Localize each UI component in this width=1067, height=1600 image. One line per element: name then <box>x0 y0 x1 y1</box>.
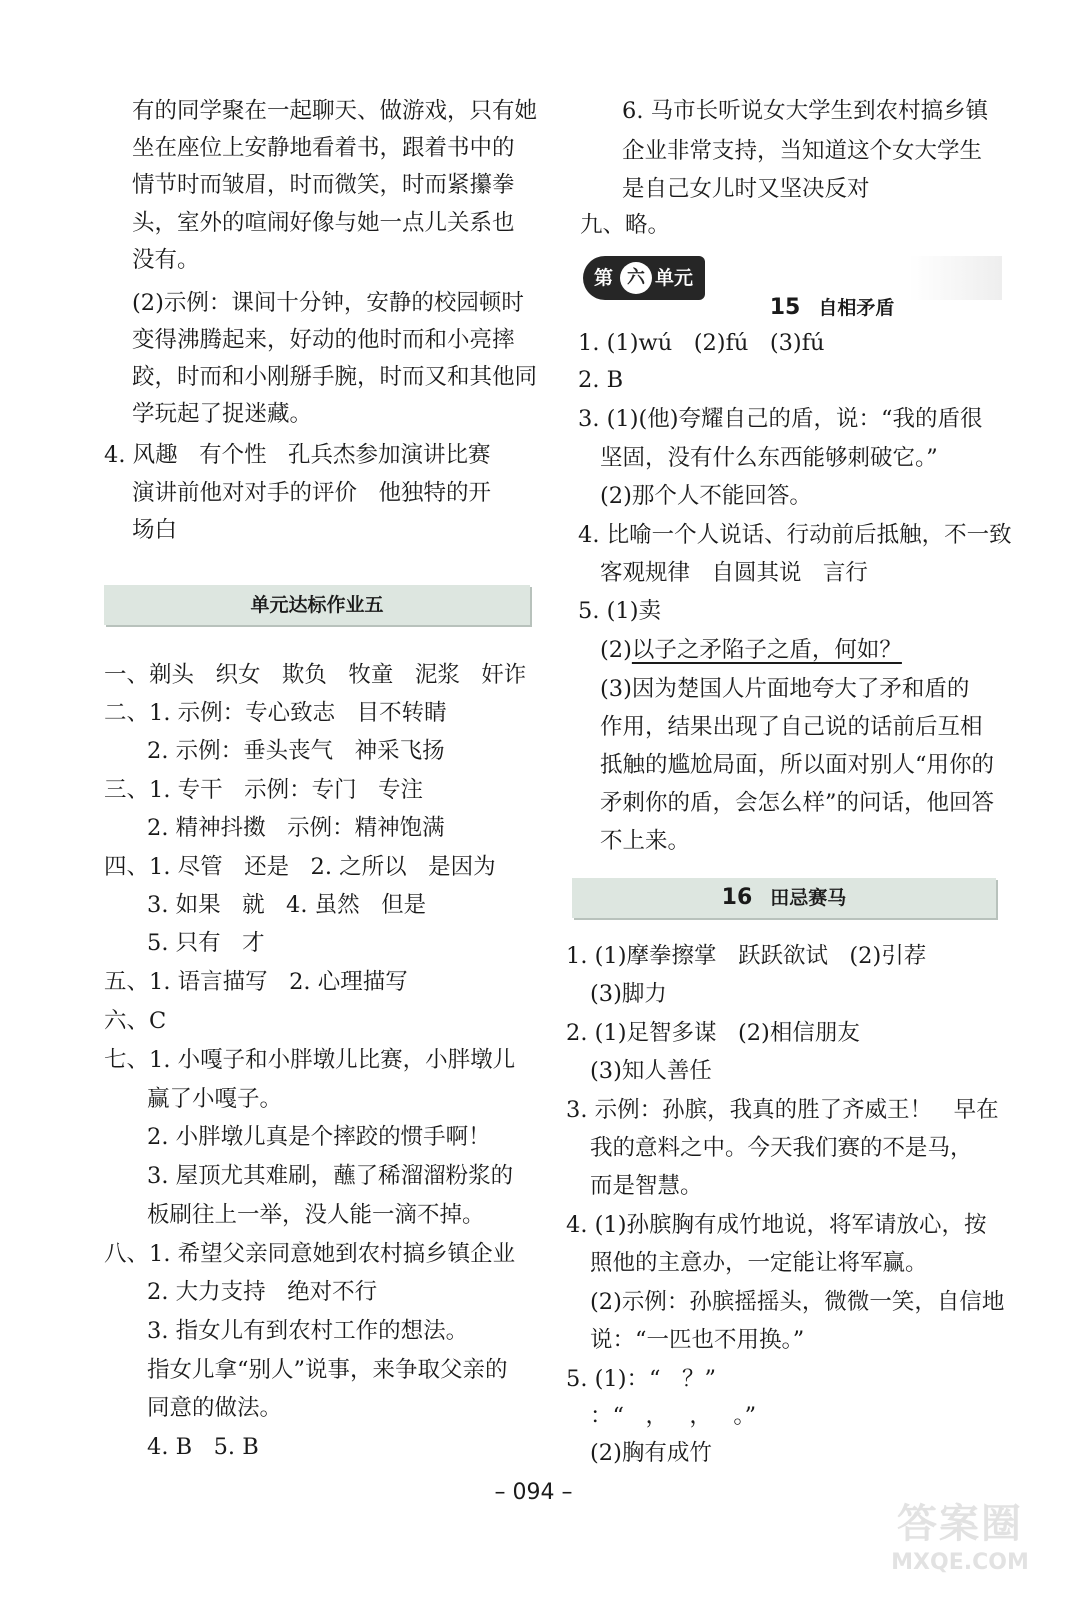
text-line: (3)脚力 <box>590 981 667 1007</box>
lesson-16-title <box>572 883 996 913</box>
answer-5: 5. (1)卖 <box>578 598 661 624</box>
unit-badge <box>583 256 705 300</box>
text-line: 学玩起了捉迷藏。 <box>132 401 313 427</box>
text-line: 演讲前他对对手的评价 他独特的开 <box>132 480 491 506</box>
text-line: 我的意料之中。今天我们赛的不是马， <box>590 1135 973 1161</box>
watermark-sub: MXQE.COM <box>891 1550 1029 1575</box>
answer-7-3: 3. 屋顶尤其难刷，蘸了稀溜溜粉浆的 <box>147 1163 514 1189</box>
answer-4: 四、1. 尽管 还是 2. 之所以 是因为 <box>104 854 496 880</box>
punctuation-line: ：“ ， ， 。” <box>590 1403 757 1429</box>
text-line: 同意的做法。 <box>147 1395 283 1421</box>
unit-number-circle: 六 <box>620 262 652 294</box>
text-line: 矛刺你的盾，会怎么样”的问话，他回答 <box>600 790 995 816</box>
text-line: (3)知人善任 <box>590 1058 712 1084</box>
answer-5-3: (3)因为楚国人片面地夸大了矛和盾的 <box>600 676 970 702</box>
watermark-main: 答案圈 <box>897 1501 1023 1547</box>
lesson-title: 自相矛盾 <box>818 297 895 319</box>
answer-4-3: 5. 只有 才 <box>147 930 265 956</box>
answer-2: 二、1. 示例：专心致志 目不转睛 <box>104 700 447 726</box>
text-line: 情节时而皱眉，时而微笑，时而紧攥拳 <box>132 172 515 198</box>
watermark-logo <box>880 1500 1040 1586</box>
answer-1: 一、剃头 织女 欺负 牧童 泥浆 奸诈 <box>104 662 527 688</box>
text-line: 场白 <box>132 517 178 543</box>
page-number: – 094 – <box>494 1480 573 1505</box>
text-line: 是自己女儿时又坚决反对 <box>622 176 870 202</box>
answer-6: 六、C <box>104 1008 167 1034</box>
answer-5-2 <box>600 635 902 665</box>
answer-7-2: 2. 小胖墩儿真是个摔跤的惯手啊！ <box>147 1124 491 1150</box>
answer-4: 4. 风趣 有个性 孔兵杰参加演讲比赛 <box>104 442 491 468</box>
text-line: 坚固，没有什么东西能够刺破它。” <box>600 445 938 471</box>
answer-3-2: (2)那个人不能回答。 <box>600 483 812 509</box>
lesson-15-header <box>712 256 1002 320</box>
underlined-quote: 以子之矛陷子之盾，何如？ <box>631 637 902 663</box>
answer-3: 3. (1)(他)夸耀自己的盾，说：“我的盾很 <box>578 406 983 432</box>
answer-6: 6. 马市长听说女大学生到农村搞乡镇 <box>622 98 989 124</box>
lesson-number: 15 <box>769 295 801 320</box>
text-line: 跤，时而和小刚掰手腕，时而又和其他同 <box>132 364 538 390</box>
text-line: 有的同学聚在一起聊天、做游戏，只有她 <box>132 98 538 124</box>
answer-3: 三、1. 专干 示例：专门 专注 <box>104 777 424 803</box>
text-line: 作用，结果出现了自己说的话前后互相 <box>600 714 983 740</box>
text-line: 抵触的尴尬局面，所以面对别人“用你的 <box>600 752 995 778</box>
answer-2: 2. (1)足智多谋 (2)相信朋友 <box>566 1020 860 1046</box>
text-line: 照他的主意办，一定能让将军赢。 <box>590 1250 928 1276</box>
answer-8: 八、1. 希望父亲同意她到农村搞乡镇企业 <box>104 1241 516 1267</box>
text-line: 没有。 <box>132 247 200 273</box>
answer-4-2: (2)示例：孙膑摇摇头，微微一笑，自信地 <box>590 1289 1005 1315</box>
unit-badge-suffix: 单元 <box>655 267 694 289</box>
answer-2-2: 2. 示例：垂头丧气 神采飞扬 <box>147 738 445 764</box>
text-line: (2)示例：课间十分钟，安静的校园顿时 <box>132 290 524 316</box>
answer-4-2: 3. 如果 就 4. 虽然 但是 <box>147 892 427 918</box>
text-line: 头，室外的喧闹好像与她一点儿关系也 <box>132 210 515 236</box>
answer-3-2: 2. 精神抖擞 示例：精神饱满 <box>147 815 445 841</box>
unit-badge-prefix: 第 <box>594 267 614 289</box>
answer-4: 4. (1)孙膑胸有成竹地说，将军请放心，按 <box>566 1212 987 1238</box>
text-line: 而是智慧。 <box>590 1173 703 1199</box>
lesson-number: 16 <box>721 885 753 910</box>
text-line: 变得沸腾起来，好动的他时而和小亮摔 <box>132 327 515 353</box>
section-header-title: 单元达标作业五 <box>250 594 384 616</box>
answer-3: 3. 示例：孙膑，我真的胜了齐威王！ 早在 <box>566 1097 999 1123</box>
answer-9: 九、略。 <box>580 212 671 238</box>
answer-7: 七、1. 小嘎子和小胖墩儿比赛，小胖墩儿 <box>104 1047 516 1073</box>
text-line: 不上来。 <box>600 828 691 854</box>
text-line: 企业非常支持，当知道这个女大学生 <box>622 138 983 164</box>
text-line: 指女儿拿“别人”说事，来争取父亲的 <box>147 1357 508 1383</box>
answer-1: 1. (1)wú (2)fú (3)fú <box>578 330 825 356</box>
answer-8-2: 2. 大力支持 绝对不行 <box>147 1279 378 1305</box>
text-line: 赢了小嘎子。 <box>147 1086 283 1112</box>
answer-5: 五、1. 语言描写 2. 心理描写 <box>104 969 408 995</box>
lesson-title: 田忌赛马 <box>770 887 847 909</box>
answer-5: 5. (1)：“ ？” <box>566 1366 716 1392</box>
text-line: 客观规律 自圆其说 言行 <box>600 560 868 586</box>
text-line: 坐在座位上安静地看着书，跟着书中的 <box>132 135 515 161</box>
sub-label: (2) <box>600 637 632 663</box>
answer-4: 4. 比喻一个人说话、行动前后抵触，不一致 <box>578 522 1012 548</box>
answer-1: 1. (1)摩拳擦掌 跃跃欲试 (2)引荐 <box>566 943 927 969</box>
answer-8-3: 3. 指女儿有到农村工作的想法。 <box>147 1318 469 1344</box>
text-line: 说：“一匹也不用换。” <box>590 1327 805 1353</box>
answer-2: 2. B <box>578 367 624 393</box>
answer-5-2: (2)胸有成竹 <box>590 1440 712 1466</box>
text-line: 板刷往上一举，没人能一滴不掉。 <box>147 1202 485 1228</box>
answer-8-4: 4. B 5. B <box>147 1434 259 1460</box>
